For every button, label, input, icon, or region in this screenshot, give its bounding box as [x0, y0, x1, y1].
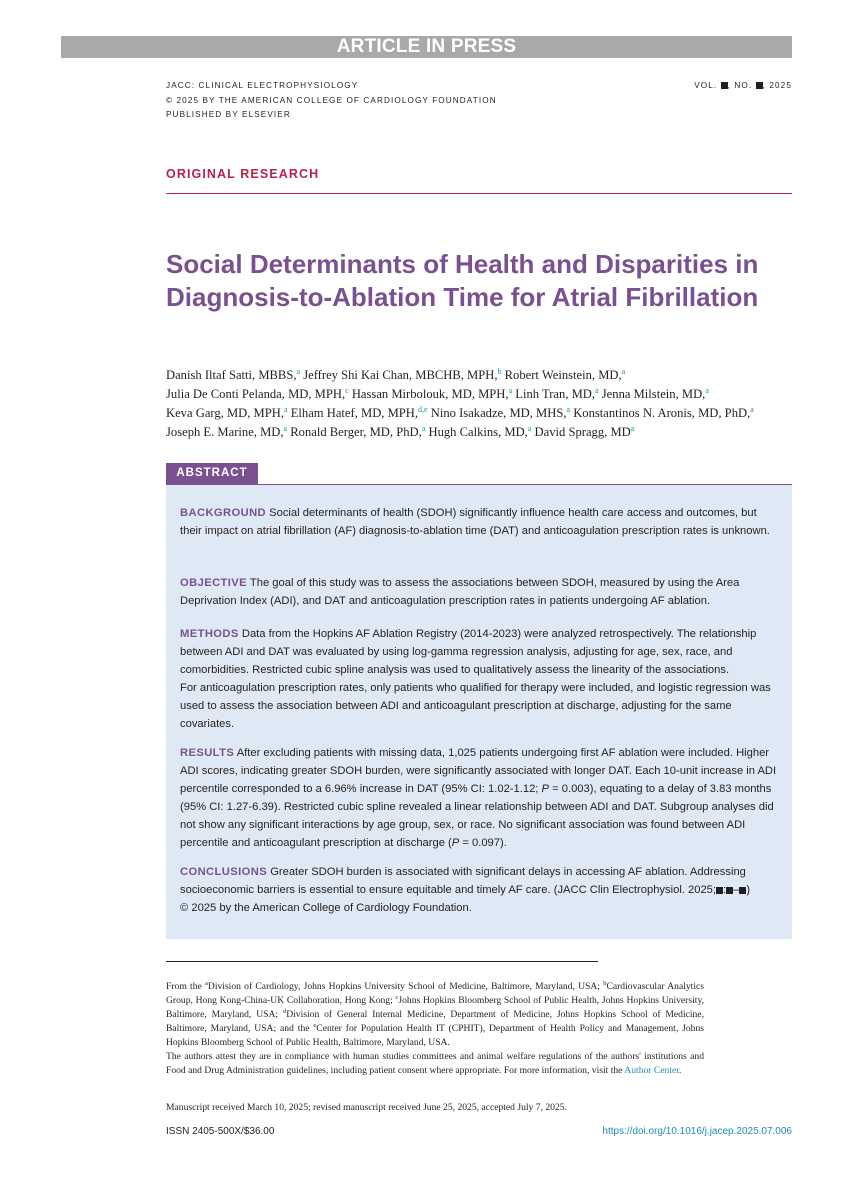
placeholder-square-icon: [721, 82, 728, 89]
author: Hugh Calkins, MD,$^a$: [428, 424, 532, 439]
placeholder-square-icon: [726, 887, 733, 894]
abstract-heading: OBJECTIVE: [180, 577, 248, 589]
author: Keva Garg, MD, MPH,$^a$: [166, 405, 288, 420]
author: Jeffrey Shi Kai Chan, MBCHB, MPH,$^b$: [303, 367, 502, 382]
section-label: ORIGINAL RESEARCH: [166, 167, 320, 181]
issn: ISSN 2405-500X/$36.00: [166, 1126, 275, 1137]
volume-year: , 2025: [762, 81, 792, 90]
abstract-background: BACKGROUND Social determinants of health (SDOH) significantly influence health care access and outcomes, but their impact on atrial fibrillation (AF) diagnosis-to-ablation time (DAT) and anticoagulation prescription rates is unknown.: [180, 507, 770, 537]
placeholder-square-icon: [756, 82, 763, 89]
journal-copyright: © 2025 BY THE AMERICAN COLLEGE OF CARDIOLOGY FOUNDATION: [166, 96, 497, 105]
author: Robert Weinstein, MD,$^a$: [504, 367, 626, 382]
author: David Spragg, $MD^a$: [534, 424, 635, 439]
article-title: Social Determinants of Health and Disparities in Diagnosis-to-Ablation Time for Atrial Fibrillation: [166, 249, 759, 312]
author: Danish Iltaf Satti, MBBS,$^a$: [166, 367, 301, 382]
placeholder-square-icon: [716, 887, 723, 894]
abstract-heading: BACKGROUND: [180, 507, 267, 519]
abstract-methods: METHODS Data from the Hopkins AF Ablation Registry (2014-2023) were analyzed retrospectively. The relationship between ADI and DAT was evaluated by using log-gamma regression analysis, adjusting for age, sex, race, and comorbidities. Restricted cubic spline analysis was used to qualitatively assess the linearity of the associations. For anticoagulation prescription rates, only patients who qualified for therapy were included, and logistic regression was used to assess the association between ADI and anticoagulant prescription at discharge, adjusting for the same covariates.: [180, 628, 771, 730]
volume-info: [694, 81, 792, 90]
abstract-label: ABSTRACT: [166, 463, 258, 484]
abstract-heading: CONCLUSIONS: [180, 866, 268, 878]
issue-label: , NO.: [727, 81, 753, 90]
affiliations-footnote: From the $^a$Division of Cardiology, Johns Hopkins University School of Medicine, Baltimore, Maryland, USA; $^b$Cardiovascular Analytics Group, Hong Kong-China-UK Collaboration, Hong Kong; $^c$Johns Hopkins Bloomberg School of Public Health, Johns Hopkins University, Baltimore, Maryland, USA; $^d$Division of General Internal Medicine, Department of Medicine, Johns Hopkins School of Medicine, Baltimore, Maryland, USA; and the $^e$Center for Population Health IT (CPHIT), Department of Health Policy and Management, Johns Hopkins Bloomberg School of Public Health, Baltimore, Maryland, USA.: [166, 980, 705, 1048]
author: Konstantinos N. Aronis, MD, PhD,$^a$: [573, 405, 754, 420]
journal-name: JACC: CLINICAL ELECTROPHYSIOLOGY: [166, 81, 359, 90]
author: Ronald Berger, MD, PhD,$^a$: [290, 424, 426, 439]
abstract-conclusions: CONCLUSIONS Greater SDOH burden is associated with significant delays in accessing AF ablation. Addressing socioeconomic barriers is essential to ensure equitable and timely AF care. (JACC Clin Electrophysiol. 2025; : – ) © 2025 by the American College of Cardiology Foundation.: [180, 866, 751, 914]
author: Jenna Milstein, MD,$^a$: [601, 386, 709, 401]
doi-link[interactable]: https://doi.org/10.1016/j.jacep.2025.07.006: [602, 1126, 792, 1137]
section-divider: [166, 193, 792, 194]
author: Hassan Mirbolouk, MD, MPH,$^a$: [351, 386, 513, 401]
article-in-press-banner: ARTICLE IN PRESS: [61, 36, 792, 58]
journal-publisher: PUBLISHED BY ELSEVIER: [166, 110, 291, 119]
author: Nino Isakadze, MD, MHS,$^a$: [430, 405, 571, 420]
attestation-footnote: The authors attest they are in compliance with human studies committees and animal welfare regulations of the authors' institutions and Food and Drug Administration guidelines, including patient consent where appropriate. For more information, visit the Author Center.: [166, 1051, 704, 1076]
manuscript-dates: Manuscript received March 10, 2025; revised manuscript received June 25, 2025, accepted July 7, 2025.: [166, 1102, 567, 1113]
abstract-results: RESULTS After excluding patients with missing data, 1,025 patients undergoing first AF ablation were included. Higher ADI scores, indicating greater SDOH burden, were significantly associated with longer DAT. Each 10-unit increase in ADI percentile corresponded to a 6.96% increase in DAT (95% CI: 1.02-1.12; P = 0.003), equating to a delay of 3.83 months (95% CI: 1.27-6.39). Restricted cubic spline revealed a linear relationship between ADI and DAT. Subgroup analyses did not show any significant interactions by age group, sex, or race. No significant association was found between ADI percentile and anticoagulant prescription at discharge (P = 0.097).: [180, 747, 777, 849]
volume-label: VOL.: [694, 81, 718, 90]
author-center-link[interactable]: Author Center: [624, 1065, 679, 1076]
author: Julia De Conti Pelanda, MD, MPH,$^c$: [166, 386, 349, 401]
author: Joseph E. Marine, MD,$^a$: [166, 424, 288, 439]
footnote-divider: [166, 961, 598, 962]
abstract-heading: METHODS: [180, 628, 239, 640]
author-list: [166, 366, 794, 442]
abstract-heading: RESULTS: [180, 747, 235, 759]
abstract-objective: OBJECTIVE The goal of this study was to assess the associations between SDOH, measured by using the Area Deprivation Index (ADI), and DAT and anticoagulation prescription rates in patients undergoing AF ablation.: [180, 577, 740, 607]
author: Elham Hatef, MD, MPH,$^{d,e}$: [290, 405, 428, 420]
author: Linh Tran, MD,$^a$: [515, 386, 599, 401]
